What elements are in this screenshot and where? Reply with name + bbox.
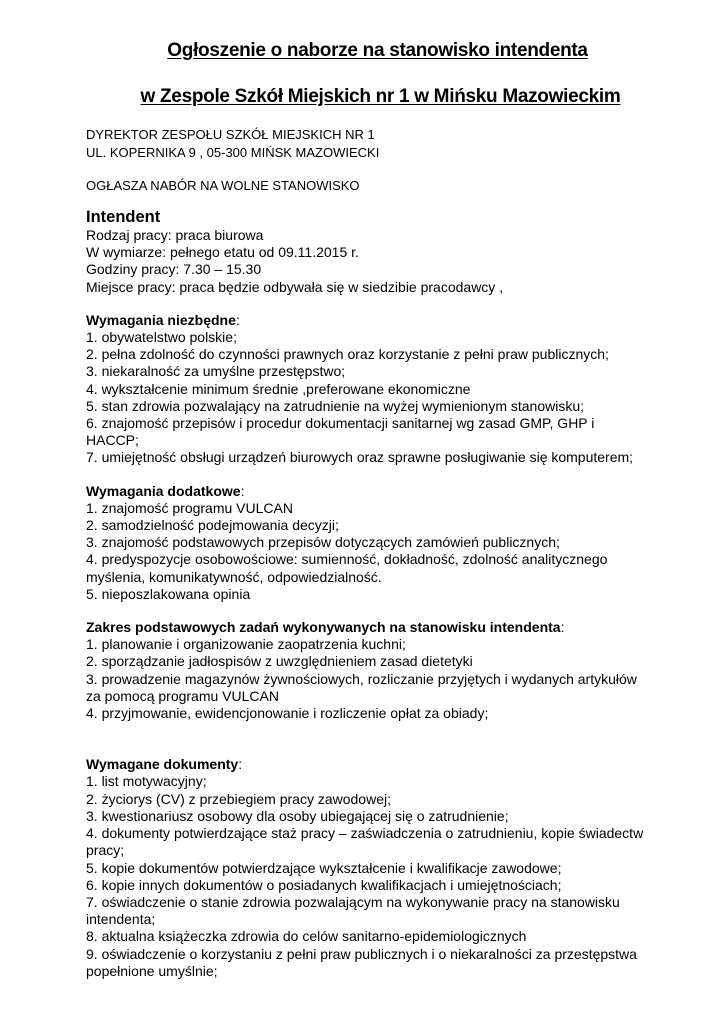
work-hours: Godziny pracy: 7.30 – 15.30 <box>86 261 262 278</box>
list-item: 1. obywatelstwo polskie; <box>86 329 237 346</box>
list-item: 5. stan zdrowia pozwalający na zatrudnienie na wyżej wymienionym stanowisku; <box>86 397 585 414</box>
list-item: 3. kwestionariusz osobowy dla osoby ubiegającej się o zatrudnienie; <box>86 807 509 824</box>
list-item: 1. planowanie i organizowanie zaopatrzenia kuchni; <box>86 636 406 653</box>
announcement-statement: OGŁASZA NABÓR NA WOLNE STANOWISKO <box>86 178 360 193</box>
announcement-title: Ogłoszenie o naborze na stanowisko intendenta <box>167 40 588 61</box>
list-item: 7. oświadczenie o stanie zdrowia pozwalającym na wykonywanie pracy na stanowisku <box>86 893 620 910</box>
duties-heading: Zakres podstawowych zadań wykonywanych na stanowisku intendenta: <box>86 619 565 636</box>
list-item: 4. dokumenty potwierdzające staż pracy – zaświadczenia o zatrudnieniu, kopie świadectw <box>86 825 644 842</box>
list-item: pracy; <box>86 842 125 859</box>
list-item: 2. samodzielność podejmowania decyzji; <box>86 517 339 534</box>
list-item: 2. sporządzanie jadłospisów z uwzględnieniem zasad dietetyki <box>86 653 473 670</box>
list-item: popełnione umyślnie; <box>86 962 218 979</box>
list-item: za pomocą programu VULCAN <box>86 687 279 704</box>
list-item: 4. predyspozycje osobowościowe: sumienność, dokładność, zdolność analitycznego <box>86 551 608 568</box>
list-item: 2. życiorys (CV) z przebiegiem pracy zawodowej; <box>86 790 391 807</box>
document-body <box>86 207 686 980</box>
list-item: intendenta; <box>86 911 156 928</box>
list-item: 5. kopie dokumentów potwierdzające wykształcenie i kwalifikacje zawodowe; <box>86 859 562 876</box>
list-item: 3. niekaralność za umyślne przestępstwo; <box>86 363 346 380</box>
announcement-subtitle: w Zespole Szkół Miejskich nr 1 w Mińsku Mazowieckim <box>140 86 621 107</box>
employer-name: DYREKTOR ZESPOŁU SZKÓŁ MIEJSKICH NR 1 <box>86 127 375 142</box>
list-item: 1. znajomość programu VULCAN <box>86 499 293 516</box>
work-type: Rodzaj pracy: praca biurowa <box>86 227 264 243</box>
list-item: 3. znajomość podstawowych przepisów dotyczących zamówień publicznych; <box>86 534 560 551</box>
list-item: 2. pełna zdolność do czynności prawnych oraz korzystanie z pełni praw publicznych; <box>86 346 609 363</box>
employer-address: UL. KOPERNIKA 9 , 05-300 MIŃSK MAZOWIECKI <box>86 145 380 160</box>
list-item: 8. aktualna książeczka zdrowia do celów sanitarno-epidemiologicznych <box>86 928 527 945</box>
position-title: Intendent <box>86 208 161 226</box>
list-item: 3. prowadzenie magazynów żywnościowych, rozliczanie przyjętych i wydanych artykułów <box>86 670 637 687</box>
list-item: 6. kopie innych dokumentów o posiadanych kwalifikacjach i umiejętnościach; <box>86 876 562 893</box>
work-place: Miejsce pracy: praca będzie odbywała się w siedzibie pracodawcy , <box>86 278 504 295</box>
list-item: myślenia, komunikatywność, odpowiedzialność. <box>86 568 382 585</box>
documents-heading: Wymagane dokumenty: <box>86 756 243 773</box>
required-heading: Wymagania niezbędne: <box>86 311 240 328</box>
list-item: HACCP; <box>86 432 139 449</box>
list-item: 1. list motywacyjny; <box>86 773 207 790</box>
list-item: 7. umiejętność obsługi urządzeń biurowych oraz sprawne posługiwanie się komputerem; <box>86 449 634 466</box>
list-item: 4. przyjmowanie, ewidencjonowanie i rozliczenie opłat za obiady; <box>86 705 489 722</box>
work-time-scope: W wymiarze: pełnego etatu od 09.11.2015 r. <box>86 244 359 261</box>
additional-heading: Wymagania dodatkowe: <box>86 482 245 499</box>
list-item: 4. wykształcenie minimum średnie ,preferowane ekonomiczne <box>86 380 471 397</box>
list-item: 9. oświadczenie o korzystaniu z pełni praw publicznych i o niekaralności za przestępstwa <box>86 945 637 962</box>
list-item: 6. znajomość przepisów i procedur dokumentacji sanitarnej wg zasad GMP, GHP i <box>86 415 595 432</box>
list-item: 5. nieposzlakowana opinia <box>86 585 251 602</box>
